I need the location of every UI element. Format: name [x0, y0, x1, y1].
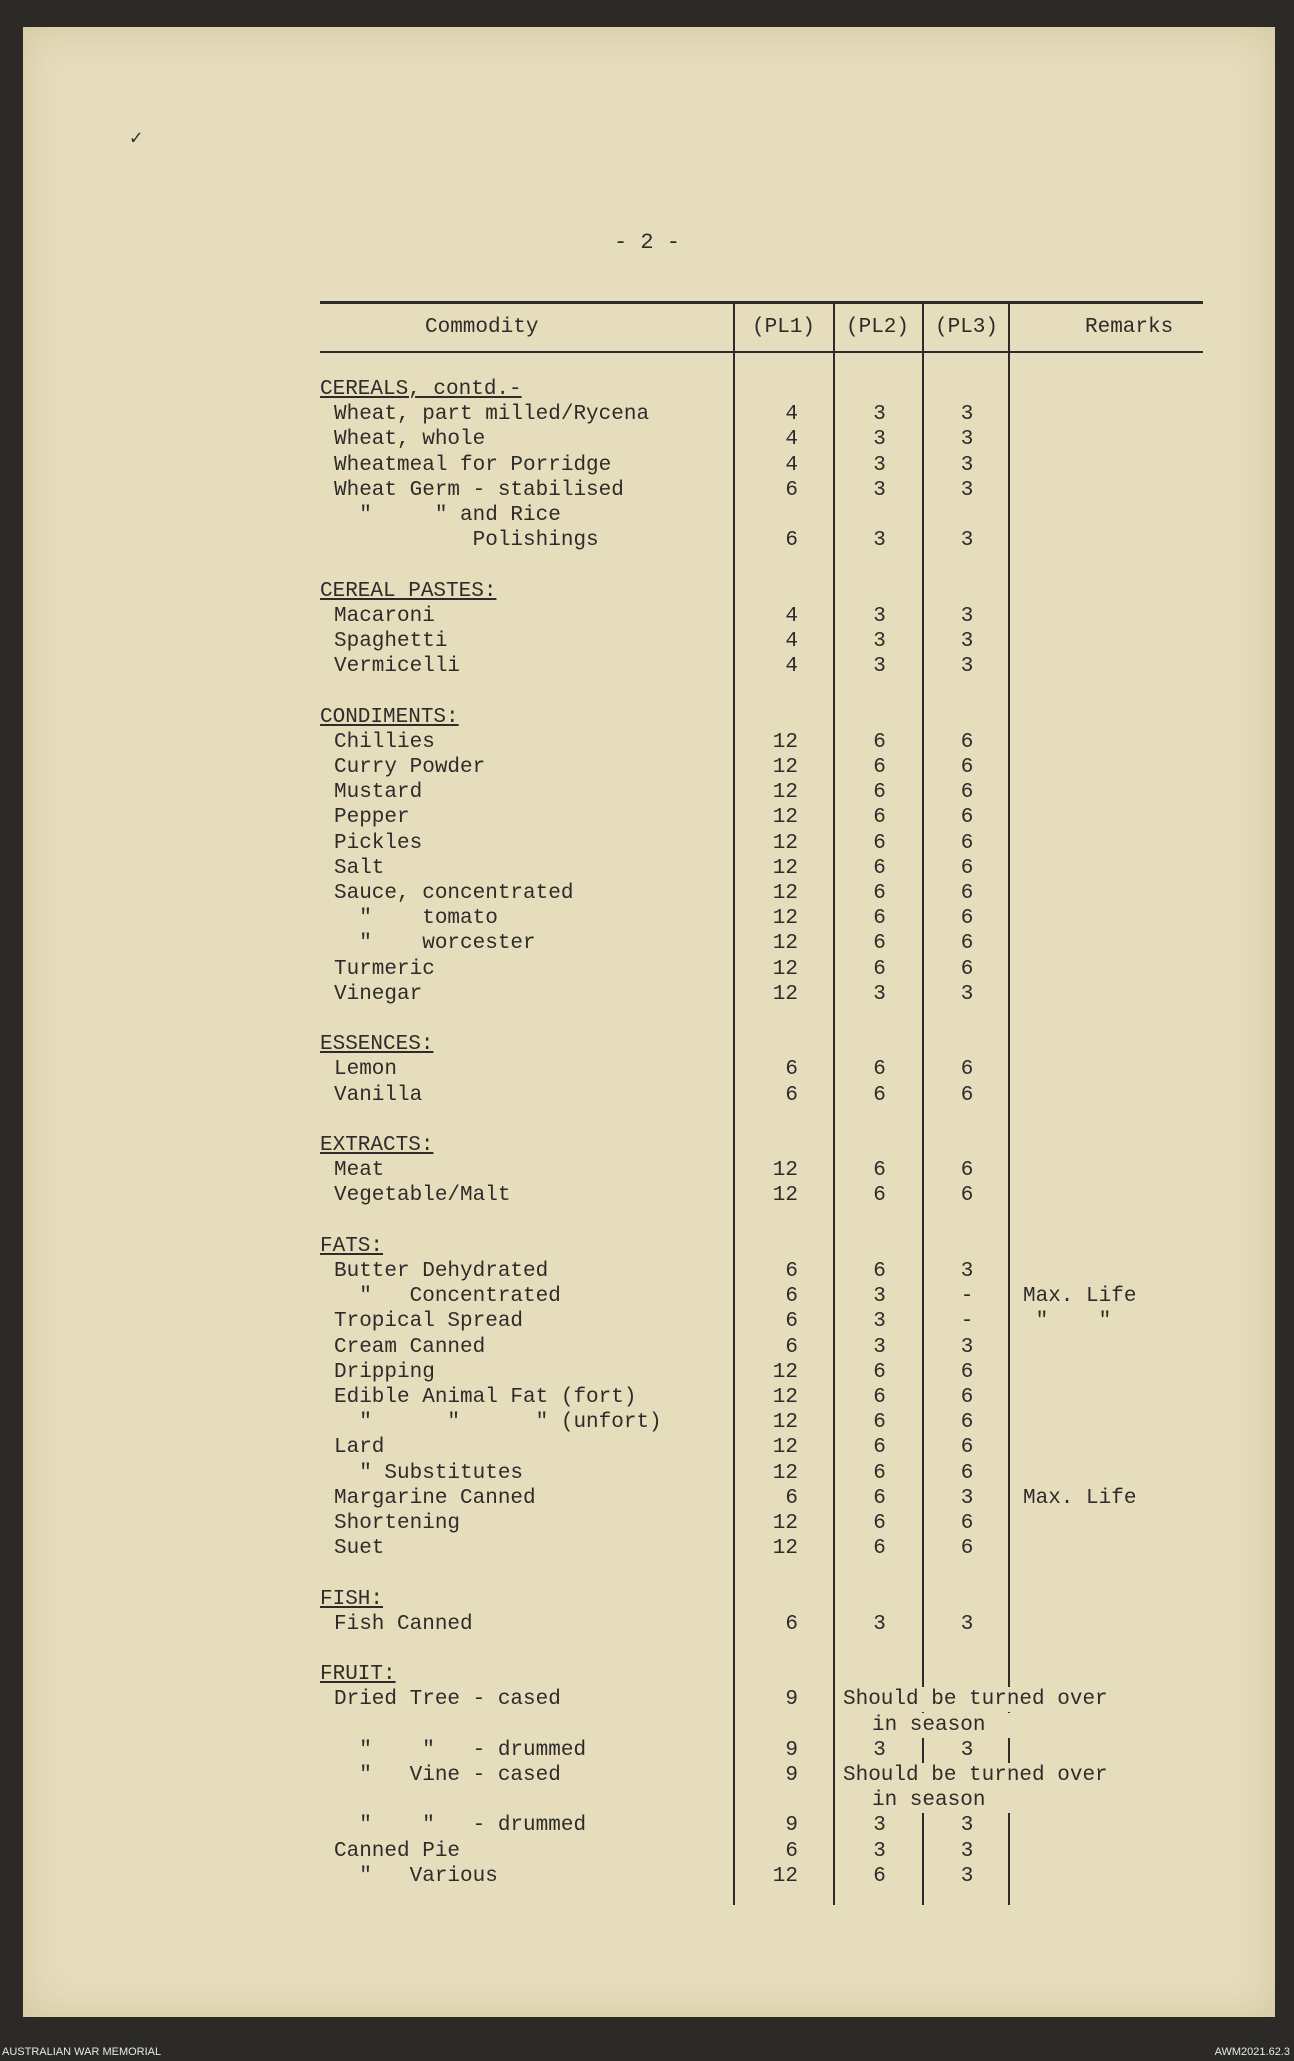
section-heading-row	[0, 579, 1294, 604]
commodity-cell: " Substitutes	[334, 1461, 524, 1485]
table-row	[0, 1158, 1294, 1183]
table-row	[0, 805, 1294, 830]
section-heading-row	[0, 1234, 1294, 1259]
pl2-cell: 6	[873, 1512, 886, 1535]
pl1-cell: 9	[785, 1688, 798, 1712]
table-row	[0, 881, 1294, 906]
pl2-cell: 3	[873, 403, 886, 427]
pl3-cell: 3	[960, 1486, 974, 1510]
pl3-cell: 6	[960, 1159, 974, 1183]
spanning-note-continued: in season	[836, 1788, 1206, 1813]
table-row	[0, 1284, 1294, 1309]
pl1-cell: 12	[772, 882, 798, 905]
header-commodity: Commodity	[425, 316, 539, 339]
commodity-cell: Wheat Germ - stabilised	[334, 478, 624, 502]
pl1-cell: 6	[785, 1083, 798, 1107]
section-heading: CEREALS, contd.-	[320, 378, 522, 401]
pl1-cell: 4	[785, 453, 798, 477]
pl2-cell: 6	[873, 1058, 886, 1082]
table-row	[0, 427, 1294, 452]
pl3-cell: 6	[960, 806, 974, 830]
table-row	[0, 1637, 1294, 1662]
pl3-cell: 3	[960, 1814, 974, 1838]
pl1-cell: 12	[772, 957, 798, 981]
section-heading: FISH:	[320, 1587, 384, 1611]
pl1-cell: 4	[785, 655, 798, 679]
table-row	[0, 604, 1294, 629]
commodity-cell: Dripping	[334, 1360, 435, 1384]
pl2-cell: 6	[873, 1159, 886, 1183]
pl1-cell: 12	[772, 1537, 798, 1561]
pl3-cell: -	[960, 1310, 974, 1334]
pl3-cell: 6	[960, 882, 974, 905]
pl2-cell: 6	[873, 1436, 886, 1460]
pl1-cell: 12	[772, 1184, 798, 1208]
pl2-cell: 3	[873, 982, 886, 1006]
table-row	[0, 1435, 1294, 1460]
table-row	[0, 1687, 1294, 1712]
commodity-cell: " Various	[334, 1864, 498, 1888]
pl1-cell: 6	[785, 1612, 798, 1636]
pl1-cell: 6	[785, 1285, 798, 1309]
table-row	[0, 1183, 1294, 1208]
table-row	[0, 755, 1294, 780]
table-row	[0, 1209, 1294, 1234]
pl2-cell: 6	[873, 1184, 886, 1208]
pl1-cell: 12	[772, 982, 798, 1006]
pl2-cell: 6	[873, 730, 886, 754]
section-heading-row	[0, 1587, 1294, 1612]
pl1-cell: 12	[772, 1411, 798, 1435]
table-row	[0, 453, 1294, 478]
table-row	[0, 503, 1294, 528]
pl2-cell: 6	[873, 756, 886, 779]
pl1-cell: 9	[785, 1814, 798, 1838]
pl3-cell: 6	[960, 1360, 974, 1384]
commodity-cell: " Concentrated	[334, 1285, 561, 1309]
table-row	[0, 1511, 1294, 1536]
pl3-cell: 6	[960, 756, 974, 779]
commodity-cell: Butter Dehydrated	[334, 1260, 549, 1283]
pl1-cell: 12	[772, 1461, 798, 1485]
commodity-cell: Pickles	[334, 831, 423, 855]
table-row	[0, 1561, 1294, 1586]
pl1-cell: 9	[785, 1764, 798, 1787]
pl1-cell: 6	[785, 529, 798, 553]
pl3-cell: 6	[960, 856, 974, 880]
pl3-cell: 6	[960, 957, 974, 981]
pl3-cell: 3	[960, 630, 974, 653]
pl3-cell: 3	[960, 604, 974, 628]
pl2-cell: 6	[873, 1537, 886, 1561]
pl3-cell: 3	[960, 1839, 974, 1863]
pl1-cell: 12	[772, 1159, 798, 1183]
pl1-cell: 6	[785, 1486, 798, 1510]
pl1-cell: 12	[772, 831, 798, 855]
commodity-cell: Margarine Canned	[334, 1486, 536, 1510]
pl2-cell: 6	[873, 1411, 886, 1435]
table-row	[0, 1486, 1294, 1511]
pl2-cell: 6	[873, 806, 886, 830]
pl3-cell: 3	[960, 1738, 974, 1762]
handwritten-mark: ✓	[130, 128, 143, 151]
pl3-cell: 6	[960, 907, 974, 931]
section-heading-row	[0, 1133, 1294, 1158]
pl2-cell: 3	[873, 630, 886, 653]
header-pl3: (PL3)	[935, 316, 999, 339]
pl3-cell: 6	[960, 730, 974, 754]
table-row	[0, 402, 1294, 427]
spanning-note: Should be turned over	[836, 1687, 1206, 1712]
pl3-cell: 6	[960, 1083, 974, 1107]
pl1-cell: 6	[785, 1260, 798, 1283]
spanning-note-continued: in season	[836, 1713, 1206, 1738]
commodity-cell: " tomato	[334, 907, 498, 931]
pl1-cell: 6	[785, 1310, 798, 1334]
table-row	[0, 1713, 1294, 1738]
commodity-cell: Salt	[334, 856, 385, 880]
pl3-cell: 3	[960, 428, 974, 452]
commodity-cell: Suet	[334, 1537, 385, 1561]
table-row	[0, 1864, 1294, 1889]
table-row	[0, 1763, 1294, 1788]
table-row	[0, 906, 1294, 931]
pl3-cell: 3	[960, 1335, 974, 1359]
section-heading-row	[0, 1032, 1294, 1057]
pl3-cell: 6	[960, 1411, 974, 1435]
table-row	[0, 931, 1294, 956]
pl1-cell: 12	[772, 1436, 798, 1460]
pl1-cell: 12	[772, 1386, 798, 1409]
pl2-cell: 6	[873, 932, 886, 956]
pl3-cell: 6	[960, 1537, 974, 1561]
pl3-cell: 6	[960, 781, 974, 805]
page-number: - 2 -	[613, 230, 680, 255]
commodity-cell: Fish Canned	[334, 1612, 473, 1636]
commodity-cell: Wheatmeal for Porridge	[334, 453, 612, 477]
commodity-cell: " " " (unfort)	[334, 1411, 662, 1435]
header-remarks: Remarks	[1085, 316, 1174, 339]
commodity-cell: " " - drummed	[334, 1814, 587, 1838]
pl1-cell: 12	[772, 1512, 798, 1535]
pl3-cell: 6	[960, 932, 974, 956]
pl2-cell: 3	[873, 1612, 886, 1636]
table-header-rule	[320, 351, 1203, 353]
table-row	[0, 780, 1294, 805]
section-heading: ESSENCES:	[320, 1033, 434, 1057]
pl2-cell: 3	[873, 604, 886, 628]
pl2-cell: 3	[873, 1285, 886, 1309]
pl1-cell: 6	[785, 478, 798, 502]
pl1-cell: 12	[772, 756, 798, 779]
table-row	[0, 1083, 1294, 1108]
pl2-cell: 3	[873, 529, 886, 553]
section-heading: EXTRACTS:	[320, 1134, 434, 1157]
pl1-cell: 4	[785, 428, 798, 452]
pl1-cell: 6	[785, 1335, 798, 1359]
pl3-cell: 6	[960, 1184, 974, 1208]
commodity-cell: Shortening	[334, 1512, 461, 1535]
table-row	[0, 654, 1294, 679]
commodity-cell: " Vine - cased	[334, 1764, 561, 1787]
remarks-cell: Max. Life	[1023, 1486, 1137, 1510]
table-row	[0, 1738, 1294, 1763]
footer-archive: AUSTRALIAN WAR MEMORIAL	[2, 2046, 162, 2058]
commodity-cell: Canned Pie	[334, 1839, 461, 1863]
commodity-cell: Vanilla	[334, 1083, 423, 1107]
commodity-cell: Tropical Spread	[334, 1310, 524, 1334]
table-row	[0, 1385, 1294, 1410]
commodity-cell: Wheat, part milled/Rycena	[334, 403, 650, 427]
section-heading-row	[0, 705, 1294, 730]
remarks-cell: Max. Life	[1023, 1285, 1137, 1309]
pl1-cell: 4	[785, 403, 798, 427]
table-row	[0, 1259, 1294, 1284]
pl1-cell: 12	[772, 856, 798, 880]
commodity-cell: Polishings	[334, 529, 599, 553]
commodity-cell: Vermicelli	[334, 655, 461, 679]
commodity-cell: Cream Canned	[334, 1335, 486, 1359]
table-row	[0, 1108, 1294, 1133]
pl3-cell: 3	[960, 1864, 974, 1888]
pl2-cell: 6	[873, 1360, 886, 1384]
table-row	[0, 1536, 1294, 1561]
table-row	[0, 478, 1294, 503]
header-pl2: (PL2)	[846, 316, 910, 339]
pl3-cell: 3	[960, 1612, 974, 1636]
pl2-cell: 3	[873, 1310, 886, 1334]
pl3-cell: 6	[960, 1436, 974, 1460]
pl3-cell: 3	[960, 403, 974, 427]
pl3-cell: 6	[960, 1386, 974, 1409]
pl2-cell: 3	[873, 1738, 886, 1762]
pl1-cell: 9	[785, 1738, 798, 1762]
pl3-cell: 3	[960, 1260, 974, 1283]
table-row	[0, 1839, 1294, 1864]
pl1-cell: 12	[772, 1864, 798, 1888]
commodity-cell: Turmeric	[334, 957, 435, 981]
commodity-cell: Vegetable/Malt	[334, 1184, 511, 1208]
pl1-cell: 12	[772, 730, 798, 754]
section-heading-row	[0, 377, 1294, 402]
commodity-cell: Spaghetti	[334, 630, 448, 653]
commodity-cell: Chillies	[334, 730, 435, 754]
pl2-cell: 6	[873, 781, 886, 805]
pl1-cell: 12	[772, 806, 798, 830]
table-row	[0, 1309, 1294, 1334]
table-row	[0, 1788, 1294, 1813]
table-row	[0, 1410, 1294, 1435]
header-pl1: (PL1)	[752, 316, 816, 339]
pl2-cell: 3	[873, 1335, 886, 1359]
table-row	[0, 553, 1294, 578]
footer-reference: AWM2021.62.3	[1214, 2046, 1290, 2058]
pl2-cell: 6	[873, 1486, 886, 1510]
commodity-cell: Wheat, whole	[334, 428, 486, 452]
table-row	[0, 1360, 1294, 1385]
pl1-cell: 6	[785, 1058, 798, 1082]
commodity-cell: " " and Rice	[334, 504, 561, 527]
section-heading-row	[0, 1662, 1294, 1687]
pl2-cell: 3	[873, 1814, 886, 1838]
table-row	[0, 1813, 1294, 1838]
pl3-cell: 6	[960, 1461, 974, 1485]
table-row	[0, 1461, 1294, 1486]
pl1-cell: 12	[772, 932, 798, 956]
commodity-cell: Macaroni	[334, 604, 435, 628]
pl2-cell: 6	[873, 1461, 886, 1485]
pl1-cell: 4	[785, 604, 798, 628]
pl2-cell: 3	[873, 428, 886, 452]
table-row	[0, 831, 1294, 856]
pl3-cell: 3	[960, 478, 974, 502]
pl2-cell: 6	[873, 1260, 886, 1283]
pl2-cell: 6	[873, 1386, 886, 1409]
pl1-cell: 12	[772, 907, 798, 931]
pl2-cell: 6	[873, 882, 886, 905]
pl3-cell: 3	[960, 529, 974, 553]
table-row	[0, 1007, 1294, 1032]
table-row	[0, 1335, 1294, 1360]
pl3-cell: 6	[960, 1512, 974, 1535]
commodity-cell: Pepper	[334, 806, 410, 830]
pl2-cell: 6	[873, 856, 886, 880]
commodity-cell: " worcester	[334, 932, 536, 956]
section-heading: FRUIT:	[320, 1663, 396, 1687]
remarks-cell: " "	[1023, 1310, 1112, 1334]
pl3-cell: 6	[960, 831, 974, 855]
table-row	[0, 982, 1294, 1007]
pl2-cell: 3	[873, 453, 886, 477]
table-row	[0, 629, 1294, 654]
pl1-cell: 12	[772, 1360, 798, 1384]
commodity-cell: " " - drummed	[334, 1738, 587, 1762]
pl2-cell: 3	[873, 655, 886, 679]
pl2-cell: 3	[873, 1839, 886, 1863]
spanning-note: Should be turned over	[836, 1763, 1206, 1788]
commodity-cell: Mustard	[334, 781, 423, 805]
pl2-cell: 3	[873, 478, 886, 502]
table-row	[0, 730, 1294, 755]
pl1-cell: 4	[785, 630, 798, 653]
table-row	[0, 957, 1294, 982]
table-row	[0, 679, 1294, 704]
pl3-cell: 3	[960, 982, 974, 1006]
commodity-cell: Sauce, concentrated	[334, 882, 574, 905]
pl2-cell: 6	[873, 957, 886, 981]
pl2-cell: 6	[873, 1083, 886, 1107]
commodity-cell: Dried Tree - cased	[334, 1688, 561, 1712]
pl3-cell: 3	[960, 655, 974, 679]
pl1-cell: 12	[772, 781, 798, 805]
pl2-cell: 6	[873, 1864, 886, 1888]
table-top-rule	[320, 301, 1203, 304]
pl2-cell: 6	[873, 907, 886, 931]
table-row	[0, 528, 1294, 553]
table-row	[0, 1612, 1294, 1637]
section-heading: FATS:	[320, 1234, 384, 1258]
commodity-cell: Lemon	[334, 1058, 398, 1082]
pl1-cell: 6	[785, 1839, 798, 1863]
commodity-cell: Edible Animal Fat (fort)	[334, 1386, 637, 1409]
table-row	[0, 1057, 1294, 1082]
pl3-cell: -	[960, 1285, 974, 1309]
commodity-cell: Vinegar	[334, 982, 423, 1006]
commodity-cell: Lard	[334, 1436, 385, 1460]
section-heading: CONDIMENTS:	[320, 705, 459, 729]
commodity-cell: Curry Powder	[334, 756, 486, 779]
section-heading: CEREAL PASTES:	[320, 579, 497, 603]
commodity-cell: Meat	[334, 1159, 385, 1183]
pl3-cell: 6	[960, 1058, 974, 1082]
table-row	[0, 856, 1294, 881]
pl2-cell: 6	[873, 831, 886, 855]
pl3-cell: 3	[960, 453, 974, 477]
